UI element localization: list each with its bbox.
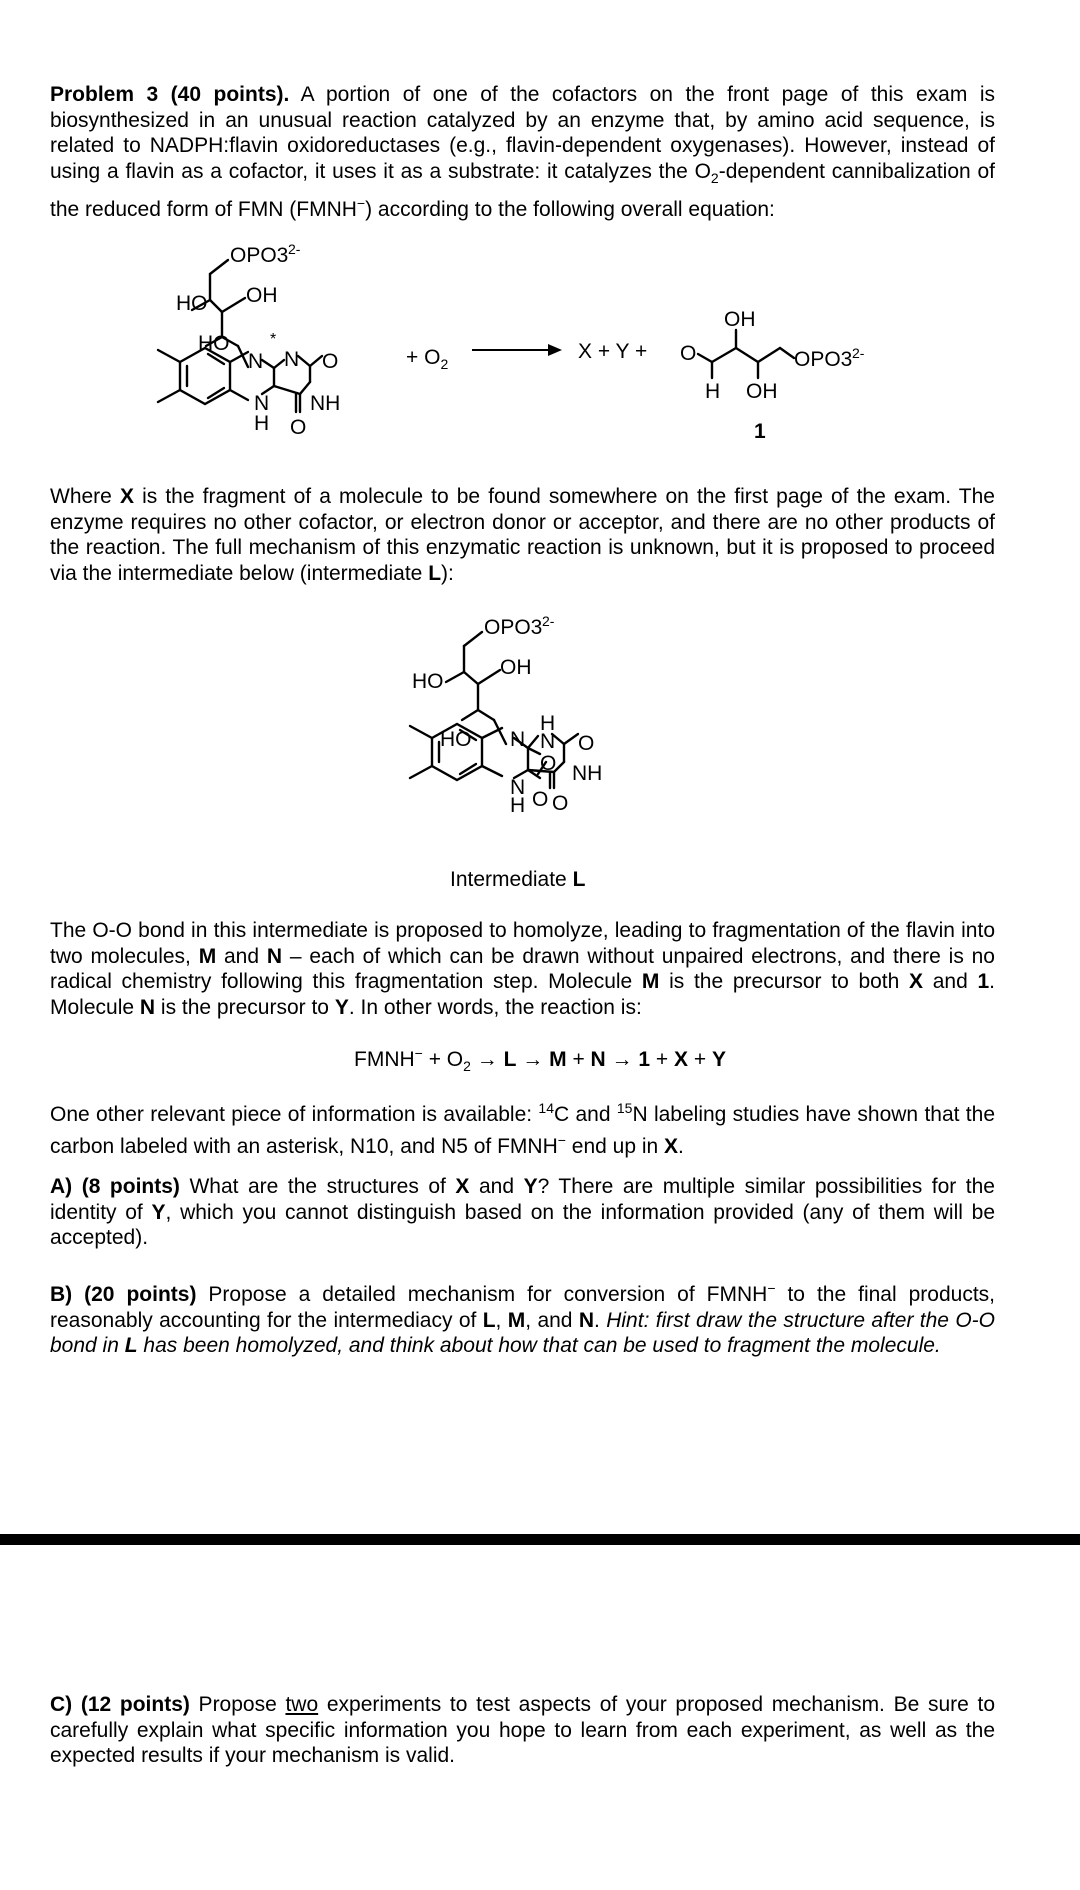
svg-text:2-: 2- — [288, 241, 301, 257]
where-paragraph: Where X is the fragment of a molecule to be found somewhere on the first page of the exam. The enzyme requires no other cofactor, or electron donor or acceptor, and there are no other products of the reaction. The full mechanism of this enzymatic reaction is unknown, but it is proposed to proceed via the intermediate below (intermediate L): — [50, 485, 995, 585]
problem-intro: Problem 3 (40 points). A portion of one of the cofactors on the front page of this exam is biosynthesized in an unusual reaction catalyzed by an enzyme that, by amino acid sequence, is related to NADPH:flavin oxidoreductases (e.g., flavin-dependent oxygenases). However, instead of using a flavin as a cofactor, it uses it as a substrate: it catalyzes the $O_2$-dependent cannibalization of the reduced form of FMN (FMNH−) according to the following overall equation: — [50, 83, 996, 222]
svg-text:HO: HO — [440, 728, 472, 751]
label-opo3: OPO3 — [230, 244, 289, 267]
svg-text:N: N — [254, 392, 270, 415]
products-text: X + Y + — [578, 340, 648, 363]
svg-text:O: O — [680, 342, 697, 365]
svg-text:HO: HO — [198, 332, 230, 355]
problem-title: Problem 3 (40 points). — [50, 83, 290, 106]
svg-text:N: N — [510, 776, 526, 799]
svg-text:NH: NH — [310, 392, 341, 415]
svg-text:H: H — [254, 412, 270, 435]
svg-text:OH: OH — [724, 308, 756, 331]
product-number: 1 — [754, 420, 766, 443]
svg-text:OH: OH — [246, 284, 278, 307]
svg-text:N: N — [510, 728, 526, 751]
homolysis-paragraph: The O-O bond in this intermediate is proposed to homolyze, leading to fragmentation of the flavin into two molecules, M and N – each of which can be drawn without unpaired electrons, and there is no radical chemistry following this fragmentation step. Molecule M is the precursor to both X and 1. Molecule N is the precursor to Y. In other words, the reaction is: — [50, 919, 995, 1019]
svg-text:2-: 2- — [852, 345, 865, 361]
svg-text:N: N — [248, 350, 264, 373]
svg-text:O: O — [290, 416, 307, 439]
plus-o2: + $O_2$ — [406, 346, 449, 372]
svg-text:N: N — [284, 348, 300, 371]
svg-text:O: O — [540, 752, 557, 775]
svg-text:OH: OH — [746, 380, 778, 403]
intermediate-l-structure — [400, 610, 680, 895]
svg-text:O: O — [322, 350, 339, 373]
svg-text:N: N — [540, 730, 556, 753]
svg-text:OPO3: OPO3 — [794, 348, 853, 371]
part-b: B) (20 points) Propose a detailed mechanism for conversion of FMNH− to the final products, reasonably accounting for the intermediacy of L, M, and N. Hint: first draw the structure after the O-O bond in L has been homolyzed, and think about how that can be used to fragment the molecule. — [50, 1280, 996, 1357]
intermediate-caption: Intermediate L — [450, 868, 586, 891]
svg-text:HO: HO — [412, 670, 444, 693]
svg-text:H: H — [705, 380, 721, 403]
page-divider — [0, 1534, 1080, 1545]
svg-text:O: O — [578, 732, 595, 755]
svg-text:2-: 2- — [542, 613, 555, 629]
svg-text:H: H — [540, 712, 556, 735]
svg-text:OPO3: OPO3 — [484, 616, 543, 639]
svg-text:NH: NH — [572, 762, 603, 785]
svg-text:*: * — [270, 331, 277, 348]
part-c: C) (12 points) Propose two experiments to test aspects of your proposed mechanism. Be sure to carefully explain what specific information you hope to learn from each experiment, as well as the expected results if your mechanism is valid. — [50, 1693, 996, 1767]
svg-text:HO: HO — [176, 292, 208, 315]
labeling-paragraph: One other relevant piece of information is available: $^{14}$C and $^{15}$N labeling studies have shown that the carbon labeled with an asterisk, N10, and N5 of FMNH− end up in X. — [50, 1100, 995, 1158]
reaction-arrow — [472, 344, 562, 356]
part-a: A) (8 points) What are the structures of X and Y? There are multiple similar possibilities for the identity of Y, which you cannot distinguish based on the information provided (any of them will be accepted). — [50, 1175, 995, 1249]
svg-text:O: O — [532, 788, 549, 811]
svg-text:O: O — [552, 792, 569, 815]
svg-text:OH: OH — [500, 656, 532, 679]
svg-text:H: H — [510, 794, 526, 817]
reaction-scheme — [150, 232, 930, 462]
overall-equation: FMNH− + $O_2 \to L \to M + N \to 1 + X + Y$ — [354, 1045, 726, 1075]
